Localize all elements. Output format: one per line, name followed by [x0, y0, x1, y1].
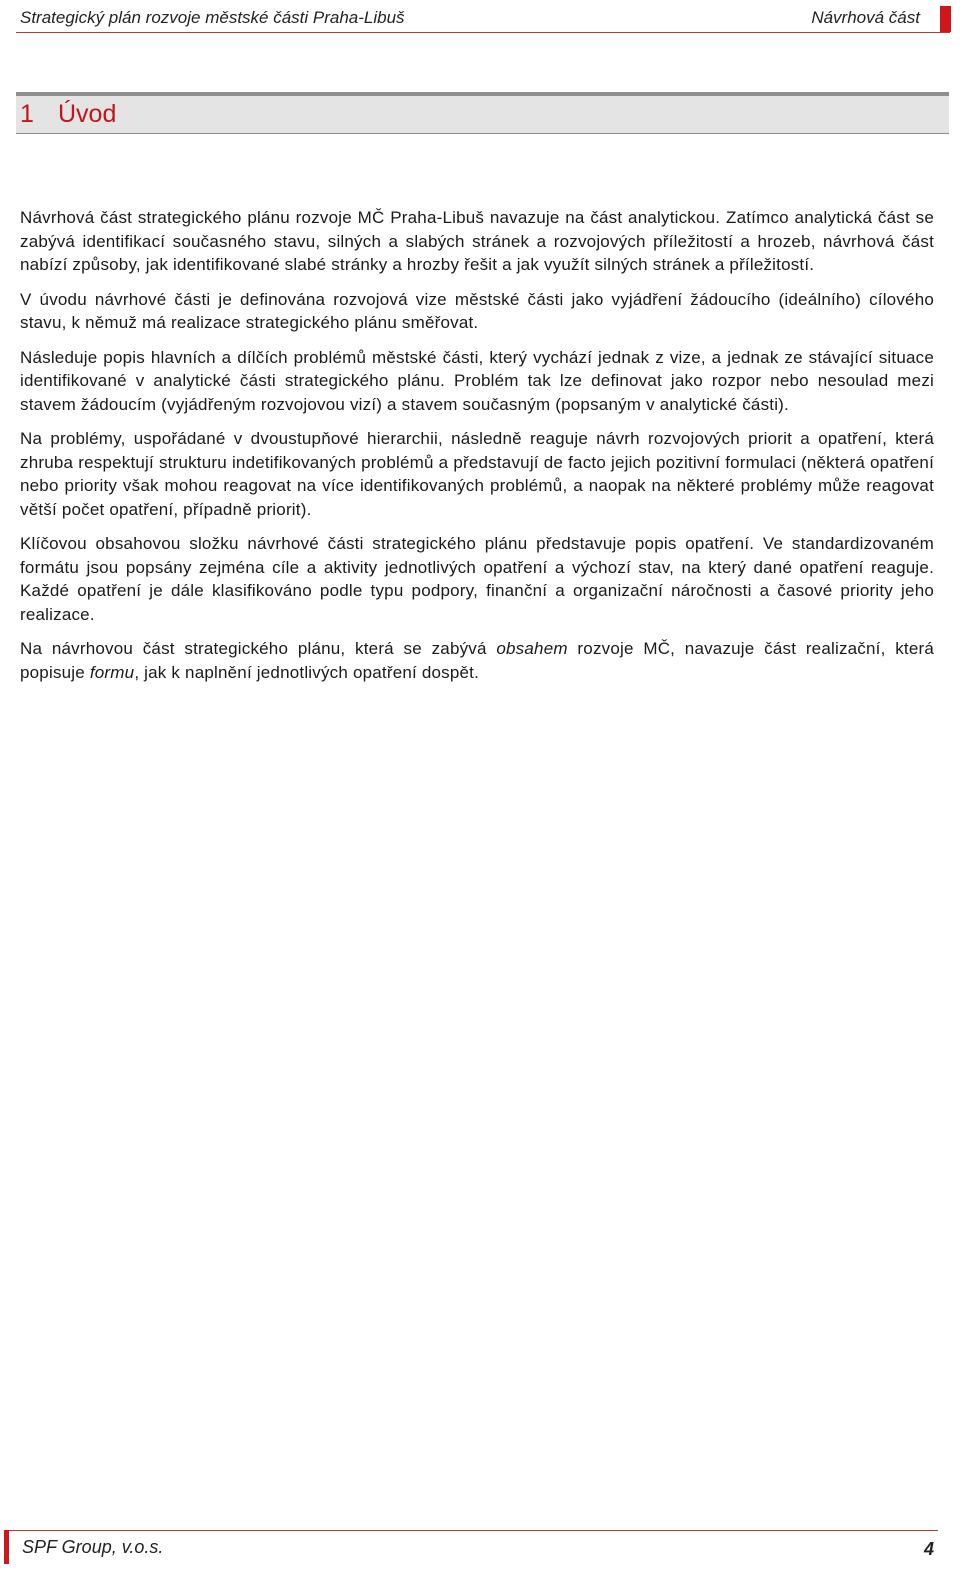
paragraph-6-emphasis-obsahem: obsahem — [496, 639, 568, 658]
paragraph-6-part-1: Na návrhovou část strategického plánu, která se zabývá — [20, 639, 497, 658]
page-footer — [4, 1530, 938, 1565]
header-section-title: Návrhová část — [811, 8, 920, 27]
chapter-title: Úvod — [58, 100, 117, 128]
paragraph-6-emphasis-formu: formu — [89, 662, 135, 682]
paragraph-6-part-2: rozvoje MČ, navazuje část realizační, která popisuje — [20, 639, 935, 682]
body-content — [20, 206, 934, 695]
paragraph-1: Návrhová část strategického plánu rozvoje MČ Praha-Libuš navazuje na část analytickou. Zatímco analytická část se zabývá identifikací současného stavu, silných a slabých stránek a rozvojových příležitostí a hrozeb, návrhová část nabízí způsoby, jak identifikované slabé stránky a hrozby řešit a jak využít silných stránek a příležitostí. — [20, 208, 934, 274]
paragraph-3: Následuje popis hlavních a dílčích problémů městské části, který vychází jednak z vize, a jednak ze stávající situace identifikované v analytické části strategického plánu. Problém tak lze definovat jako rozpor nebo nesoulad mezi stavem žádoucím (vyjádřeným rozvojovou vizí) a stavem současným (popsaným v analytické části). — [20, 347, 934, 414]
paragraph-6 — [20, 637, 934, 684]
header-document-title: Strategický plán rozvoje městské části Praha-Libuš — [20, 8, 405, 27]
paragraph-2: V úvodu návrhové části je definována rozvojová vize městské části jako vyjádření žádoucího (ideálního) cílového stavu, k němuž má realizace strategického plánu směřovat. — [20, 289, 934, 332]
header-accent-bar — [940, 6, 951, 32]
paragraph-6-part-3: , jak k naplnění jednotlivých opatření dospět. — [134, 662, 480, 682]
chapter-heading — [16, 92, 949, 134]
paragraph-5: Klíčovou obsahovou složku návrhové části strategického plánu představuje popis opatření. Ve standardizovaném formátu jsou popsány zejména cíle a aktivity jednotlivých opatření a výchozí stav, na který dané opatření reaguje. Každé opatření je dále klasifikováno podle typu podpory, finanční a organizační náročnosti a časové priority jeho realizace. — [20, 534, 934, 624]
chapter-number: 1 — [20, 100, 34, 128]
paragraph-4: Na problémy, uspořádané v dvoustupňové hierarchii, následně reaguje návrh rozvojových priorit a opatření, která zhruba respektují strukturu indetifikovaných problémů a představují de facto jejich pozitivní formulaci (některá opatření nebo priority však mohou reagovat na více identifikovaných problémů, a naopak na některé problémy může reagovat větší počet opatření, případně priorit). — [20, 429, 934, 519]
footer-accent-bar — [4, 1530, 9, 1564]
footer-company-name: SPF Group, v.o.s. — [22, 1537, 164, 1557]
footer-page-number: 4 — [923, 1539, 934, 1559]
page-header — [16, 6, 950, 33]
